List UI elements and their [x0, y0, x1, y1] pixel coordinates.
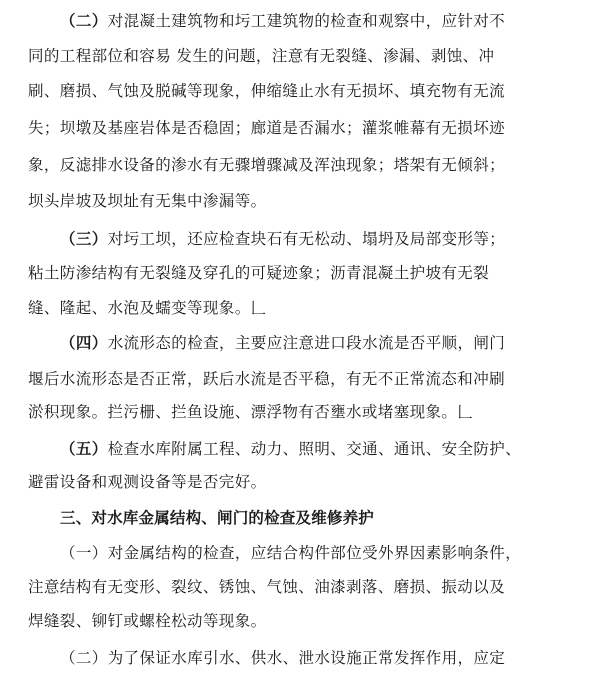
- paragraph-5-line-2: 避雷设备和观测设备等是否完好。: [28, 473, 267, 491]
- section-heading: 三、对水库金属结构、闸门的检查及维修养护: [60, 508, 375, 527]
- paragraph-2-line-4: 失；坝墩及基座岩体是否稳固；廊道是否漏水；灌浆帷幕有无损坏迹: [28, 119, 506, 137]
- sub-paragraph-1-line-1: （一）对金属结构的检查，应结合构件部位受外界因素影响条件，: [60, 544, 522, 562]
- paragraph-3-line-2: 粘土防渗结构有无裂缝及穿孔的可疑迹象；沥青混凝土护坡有无裂: [28, 264, 490, 282]
- sub-paragraph-2-line-1: （二）为了保证水库引水、供水、泄水设施正常发挥作用，应定: [60, 649, 506, 667]
- paragraph-4-line-1: （四）水流形态的检查，主要应注意进口段水流是否平顺，闸门: [60, 333, 506, 352]
- sub-paragraph-1-line-2: 注意结构有无变形、裂纹、锈蚀、气蚀、油漆剥落、磨损、振动以及: [28, 578, 506, 596]
- paragraph-2-line-2: 同的工程部位和容易 发生的问题，注意有无裂缝、渗漏、剥蚀、冲: [28, 47, 495, 65]
- paragraph-2-label: （二）: [60, 11, 108, 30]
- paragraph-2-line-5: 象，反滤排水设备的渗水有无骤增骤减及浑浊现象；塔架有无倾斜；: [28, 156, 506, 174]
- paragraph-3-line-1: （三）对圬工坝，还应检查块石有无松动、塌坍及局部变形等；: [60, 229, 506, 248]
- paragraph-4-line-2: 堰后水流形态是否正常，跃后水流是否平稳，有无不正常流态和冲刷: [28, 370, 506, 388]
- paragraph-4-line-3: 淤积现象。拦污栅、拦鱼设施、漂浮物有否壅水或堵塞现象。𠃊: [28, 403, 474, 421]
- paragraph-5-label: （五）: [60, 439, 108, 458]
- paragraph-4-label: （四）: [60, 333, 108, 352]
- paragraph-3-label: （三）: [60, 229, 108, 248]
- paragraph-3-line-3: 缝、隆起、水泡及蠕变等现象。𠃊: [28, 299, 267, 317]
- paragraph-2-line-1: （二）对混凝土建筑物和圬工建筑物的检查和观察中，应针对不: [60, 11, 506, 30]
- paragraph-5-line-1: （五）检查水库附属工程、动力、照明、交通、通讯、安全防护、: [60, 439, 522, 458]
- sub-paragraph-1-line-3: 焊缝裂、铆钉或螺栓松动等现象。: [28, 612, 267, 630]
- paragraph-2-line-3: 刷、磨损、气蚀及脱碱等现象，伸缩缝止水有无损坏、填充物有无流: [28, 82, 506, 100]
- paragraph-2-line-6: 坝头岸坡及坝址有无集中渗漏等。: [28, 192, 267, 210]
